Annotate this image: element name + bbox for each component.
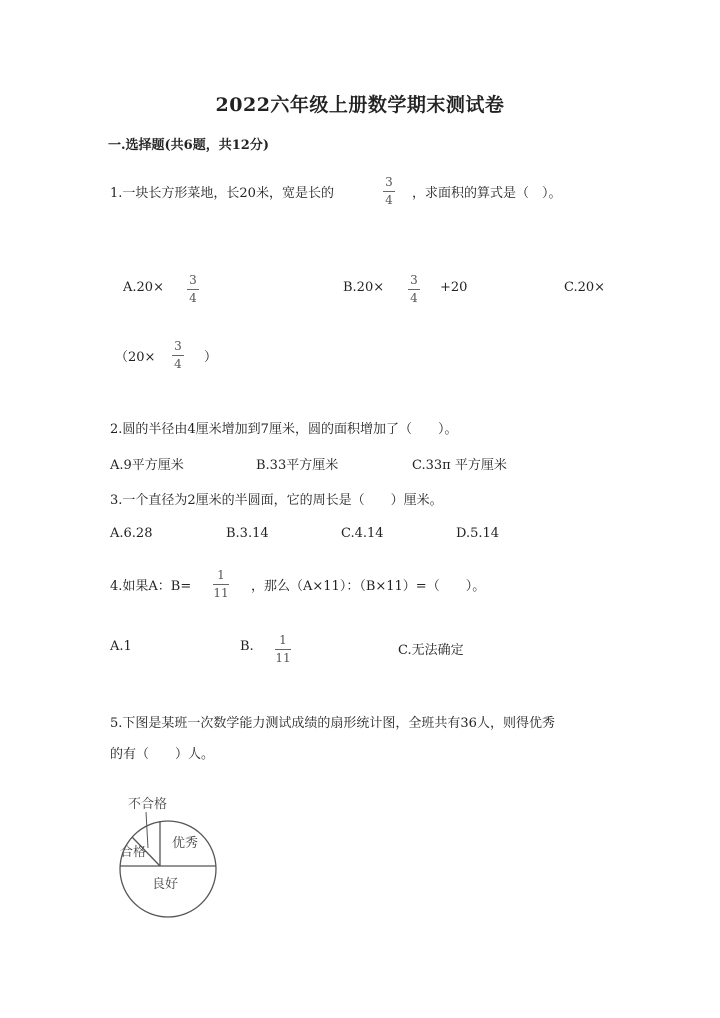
pie-label-pass: 合格 — [120, 845, 147, 860]
pie-label-fail: 不合格 — [128, 797, 168, 812]
q4-option-a: A.1 — [110, 639, 132, 654]
pie-label-excellent: 优秀 — [172, 836, 199, 851]
q3-option-c: C.4.14 — [341, 526, 384, 541]
q1-option-b-fraction-denominator: 4 — [410, 291, 418, 305]
q1-option-a-fraction-numerator: 3 — [189, 273, 197, 287]
q3-stem: 3.一个直径为2厘米的半圆面，它的周长是（ ）厘米。 — [110, 493, 443, 508]
q1-option-a: A.20× — [123, 280, 164, 295]
q2-stem: 2.圆的半径由4厘米增加到7厘米，圆的面积增加了（ ）。 — [110, 422, 458, 437]
q1-option-a-fraction — [187, 274, 199, 305]
q5-stem-line2: 的有（ ）人。 — [110, 747, 215, 762]
q4-fraction — [213, 569, 229, 600]
pie-outline — [120, 821, 216, 917]
q4-fraction-denominator: 11 — [213, 586, 229, 600]
q1-option-c-continued: （20× — [115, 350, 156, 365]
q1-option-b-suffix: +20 — [440, 280, 468, 295]
q1-fraction — [383, 176, 395, 207]
q1-option-b: B.20× — [343, 280, 385, 295]
q2-option-b: B.33平方厘米 — [256, 458, 339, 473]
q1-option-b-fraction — [408, 274, 420, 305]
q1-option-c-fraction-numerator: 3 — [174, 339, 182, 353]
q1-fraction-numerator: 3 — [385, 175, 393, 189]
q1-option-c: C.20× — [564, 280, 606, 295]
q4-option-b-fraction-numerator: 1 — [279, 633, 287, 647]
q4-fraction-numerator: 1 — [217, 568, 225, 582]
q3-option-b: B.3.14 — [226, 526, 269, 541]
q1-option-c-close: ） — [204, 350, 218, 365]
q1-option-b-fraction-numerator: 3 — [410, 273, 418, 287]
q4-option-b: B. — [240, 639, 254, 654]
q3-option-d: D.5.14 — [456, 526, 500, 541]
q4-option-b-fraction — [275, 634, 291, 665]
q2-option-c: C.33π 平方厘米 — [412, 458, 507, 473]
pie-label-good: 良好 — [152, 877, 179, 892]
q1-option-c-fraction-denominator: 4 — [174, 357, 182, 371]
q4-stem-suffix: ，那么（A×11）：（B×11）=（ ）。 — [251, 579, 486, 594]
q1-fraction-denominator: 4 — [385, 193, 393, 207]
pie-chart — [110, 790, 240, 920]
q5-stem-line1: 5.下图是某班一次数学能力测试成绩的扇形统计图，全班共有36人，则得优秀 — [110, 716, 555, 731]
q2-option-a: A.9平方厘米 — [110, 458, 184, 473]
q4-stem-prefix: 4.如果A：B= — [110, 579, 192, 594]
page-title: 2022六年级上册数学期末测试卷 — [215, 94, 505, 116]
q1-option-a-fraction-denominator: 4 — [189, 291, 197, 305]
q4-option-c: C.无法确定 — [398, 643, 464, 658]
q3-option-a: A.6.28 — [110, 526, 153, 541]
q1-stem-prefix: 1.一块长方形菜地，长20米，宽是长的 — [110, 186, 334, 201]
section-heading: 一.选择题(共6题，共12分) — [108, 138, 269, 153]
q4-option-b-fraction-denominator: 11 — [275, 651, 291, 665]
q1-option-c-fraction — [172, 340, 184, 371]
q1-stem-suffix: ，求面积的算式是（ ）。 — [412, 186, 562, 201]
